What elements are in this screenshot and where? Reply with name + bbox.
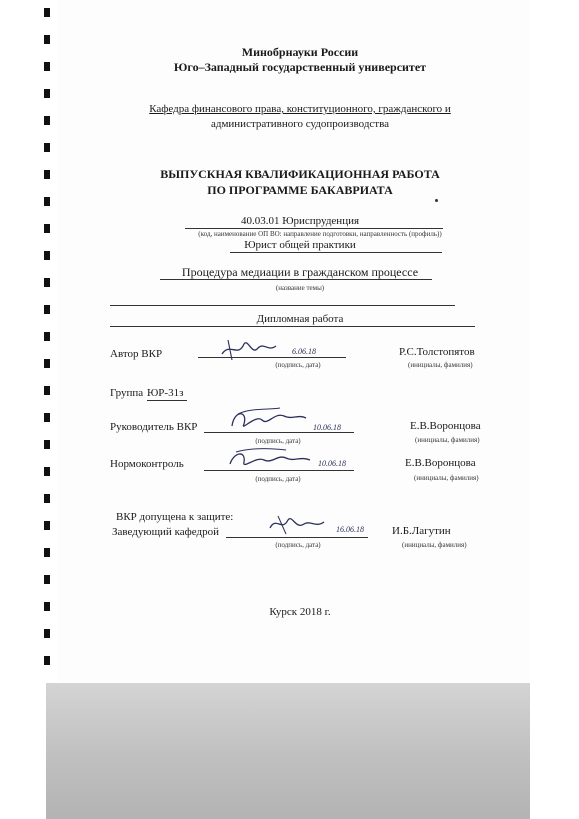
normcontrol-sign-caption: (подпись, дата) <box>255 475 301 483</box>
city-year: Курск 2018 г. <box>269 606 331 618</box>
normcontrol-name-caption: (инициалы, фамилия) <box>414 474 479 482</box>
program-code: 40.03.01 Юриспруденция <box>240 215 360 227</box>
author-label: Автор ВКР <box>110 348 163 360</box>
department-line-1: Кафедра финансового права, конституционного, гражданского и <box>149 103 451 115</box>
admission-line-1: ВКР допущена к защите: <box>116 511 234 523</box>
author-sign-caption: (подпись, дата) <box>275 361 321 369</box>
admission-sign-caption: (подпись, дата) <box>275 541 321 549</box>
scanner-background <box>46 683 530 819</box>
work-type-line-2: ПО ПРОГРАММЕ БАКАВРИАТА <box>207 183 393 197</box>
group-line <box>147 400 187 401</box>
university-name: Юго–Западный государственный университет <box>173 60 427 74</box>
topic-extra-line <box>110 305 455 306</box>
spiral-binding <box>44 8 50 683</box>
program-code-line <box>185 228 443 229</box>
group-value: ЮР-31з <box>147 387 184 399</box>
group-label: Группа <box>110 387 144 399</box>
admission-sign-date: 16.06.18 <box>336 525 364 534</box>
topic-title-line <box>160 279 432 280</box>
author-sign-date: 6.06.18 <box>292 347 316 356</box>
admission-name: И.Б.Лагутин <box>392 525 451 537</box>
program-profile: Юрист общей практики <box>244 239 356 251</box>
normcontrol-label: Нормоконтроль <box>110 458 184 470</box>
supervisor-sign-date: 10.06.18 <box>313 423 341 432</box>
supervisor-name: Е.В.Воронцова <box>410 420 481 432</box>
supervisor-sign-caption: (подпись, дата) <box>255 437 301 445</box>
supervisor-label: Руководитель ВКР <box>110 421 198 433</box>
admission-label: Заведующий кафедрой <box>112 526 219 538</box>
topic-caption: (название темы) <box>275 284 325 292</box>
document-type: Дипломная работа <box>256 313 344 325</box>
ministry-name: Минобрнауки России <box>241 45 359 59</box>
scan-margin <box>530 0 579 819</box>
department-line-2: административного судопроизводства <box>210 118 390 130</box>
author-name: Р.С.Толстопятов <box>399 346 475 358</box>
supervisor-name-caption: (инициалы, фамилия) <box>415 436 480 444</box>
document-type-line <box>110 326 475 327</box>
work-type-line-1: ВЫПУСКНАЯ КВАЛИФИКАЦИОННАЯ РАБОТА <box>160 167 440 181</box>
topic-title: Процедура медиации в гражданском процессе <box>181 265 419 279</box>
normcontrol-name: Е.В.Воронцова <box>405 457 476 469</box>
program-code-caption: (код, наименование ОП ВО: направление подготовки, направленность (профиль)) <box>198 230 442 238</box>
ink-speck <box>435 199 438 202</box>
author-signature <box>218 336 338 362</box>
author-name-caption: (инициалы, фамилия) <box>408 361 473 369</box>
normcontrol-sign-date: 10.06.18 <box>318 459 346 468</box>
admission-name-caption: (инициалы, фамилия) <box>402 541 467 549</box>
program-profile-line <box>230 252 442 253</box>
